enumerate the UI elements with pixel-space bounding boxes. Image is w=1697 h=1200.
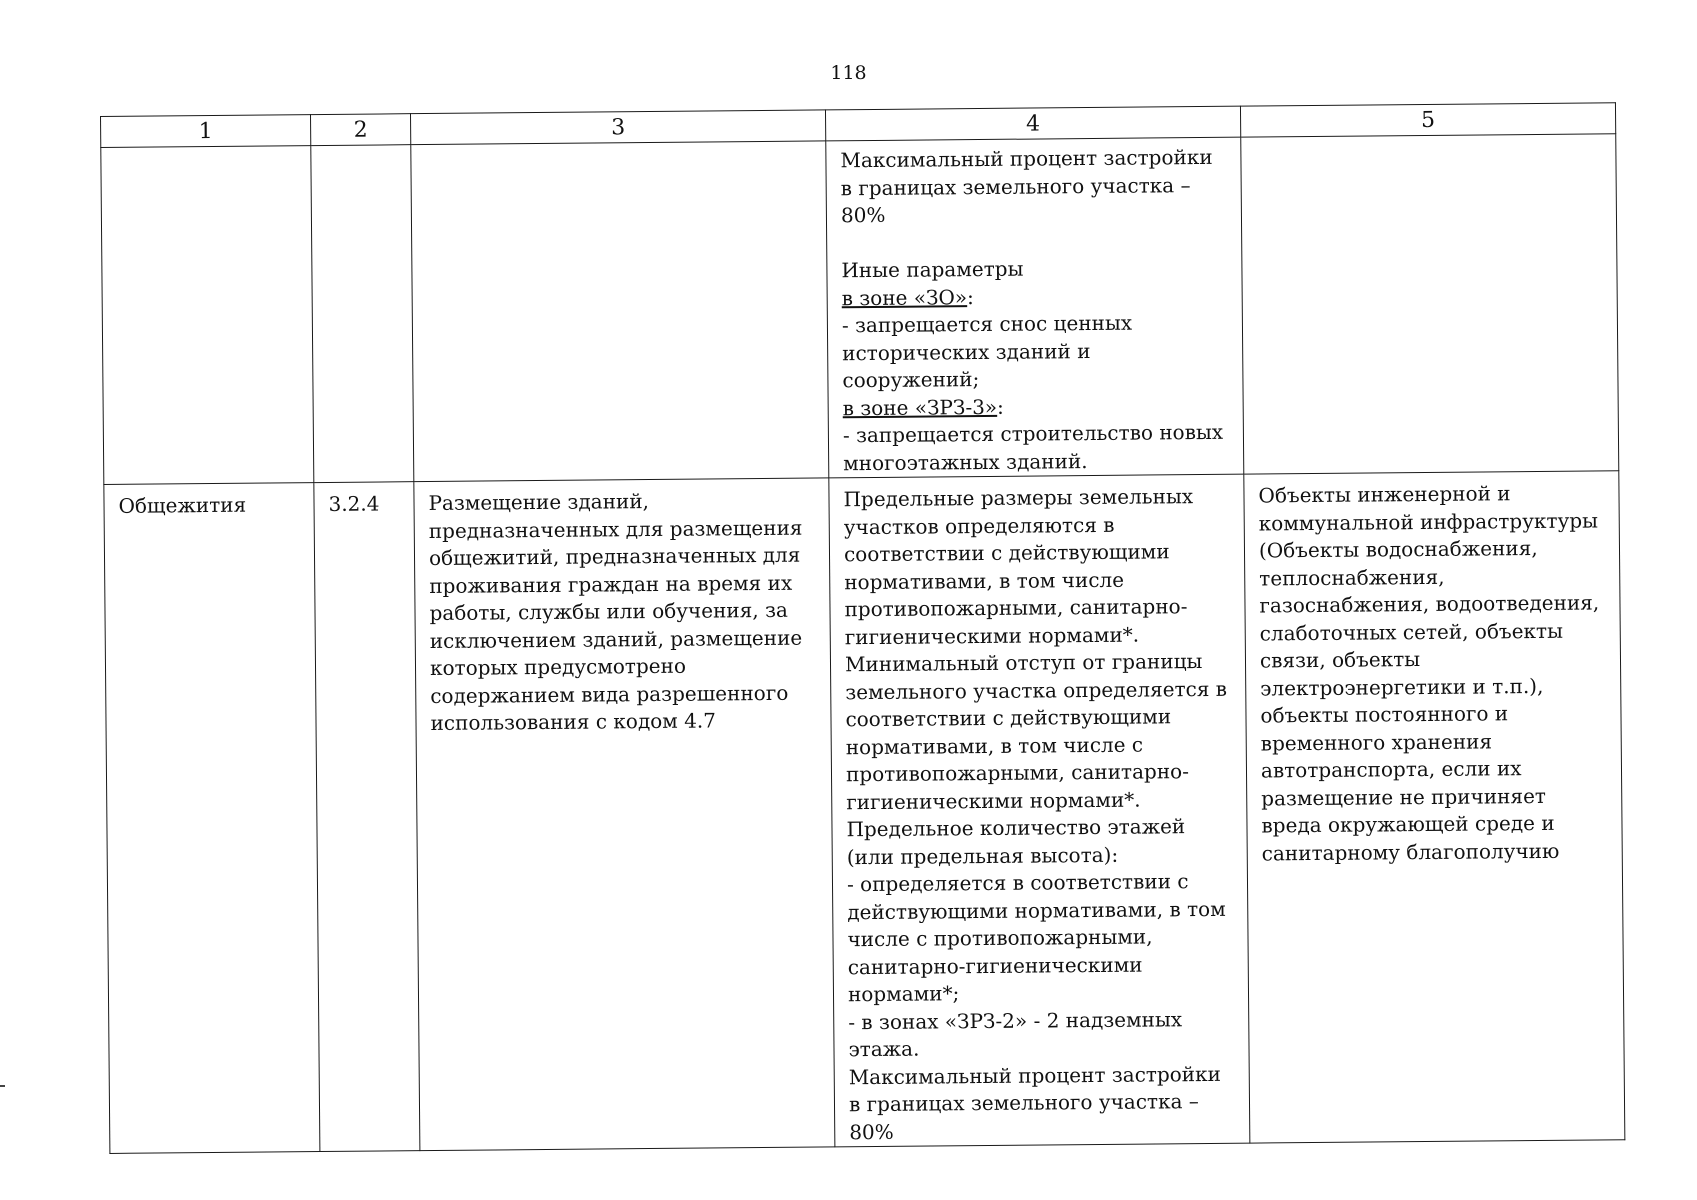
plot-size-text: Предельные размеры земельных участков определяются в соответствии с действующими нормативами, в том числе противопожарными, санитарно-гигиеническими нормами*. (843, 484, 1194, 649)
min-setback-text: Минимальный отступ от границы земельного участка определяется в соответствии с действующими нормативами, в том числе с противопожарными, санитарно-гигиеническими нормами*. (844, 649, 1228, 814)
regulations-table-wrapper (100, 102, 1624, 1154)
cell-use-name (101, 146, 314, 485)
zone-zrz3-label: в зоне «ЗРЗ-3» (842, 394, 998, 420)
regulations-table (100, 102, 1625, 1154)
cell-use-description (411, 141, 829, 482)
blank-line (841, 226, 1229, 257)
cell-use-description: Размещение зданий, предназначенных для размещения общежитий, предназначенных для проживания граждан на время их работы, службы или обучения, за исключением зданий, размещение которых предусмотрено содержанием вида разрешенного использования с кодом 4.7 (414, 478, 835, 1151)
floors-zrz2-text: - в зонах «ЗРЗ-2» - 2 надземных этажа. (848, 1006, 1183, 1062)
cell-parameters (826, 137, 1244, 478)
max-coverage-text: Максимальный процент застройки в границах земельного участка – 80% (840, 144, 1213, 228)
scan-edge-mark (0, 1085, 5, 1087)
table-row-dormitories (104, 471, 1625, 1154)
cell-use-name: Общежития (104, 483, 320, 1154)
max-coverage-text: Максимальный процент застройки в границах земельного участка – 80% (848, 1061, 1222, 1144)
zone-zo-colon: : (966, 284, 974, 309)
cell-use-code: 3.2.4 (314, 482, 420, 1152)
zone-zrz3-line (843, 391, 1231, 422)
zone-zo-line (842, 281, 1230, 312)
demolition-ban-text: - запрещается снос ценных исторических зданий и сооружений; (841, 310, 1133, 393)
column-header-1: 1 (101, 115, 311, 148)
floors-norms-text: - определяется в соответствии с действующими нормативами, в том числе с противопожарными, санитарно-гигиеническими нормами*; (846, 869, 1226, 1007)
cell-auxiliary-uses: Объекты инженерной и коммунальной инфраструктуры (Объекты водоснабжения, теплоснабжения, газоснабжения, водоотведения, слаботочных сетей, объекты связи, объекты электроэнергетики и т.п.), объекты постоянного и временного хранения автотранспорта, если их размещение не причиняет вреда окружающей среде и санитарному благополучию (1244, 471, 1625, 1143)
cell-use-code (311, 145, 414, 483)
construction-ban-text: - запрещается строительство новых многоэтажных зданий. (842, 419, 1224, 475)
zone-zrz3-colon: : (997, 394, 1004, 419)
column-header-3: 3 (410, 110, 825, 145)
cell-auxiliary-uses (1241, 134, 1619, 474)
cell-parameters (829, 474, 1250, 1147)
other-params-heading: Иные параметры (841, 256, 1024, 283)
floors-heading: Предельное количество этажей (или предельная высота): (846, 814, 1186, 869)
column-header-4: 4 (825, 106, 1240, 141)
column-header-5: 5 (1240, 103, 1615, 137)
column-header-2: 2 (310, 114, 410, 146)
page-number: 118 (830, 62, 867, 84)
table-row-continued (101, 134, 1619, 485)
zone-zo-label: в зоне «ЗО» (841, 284, 968, 310)
